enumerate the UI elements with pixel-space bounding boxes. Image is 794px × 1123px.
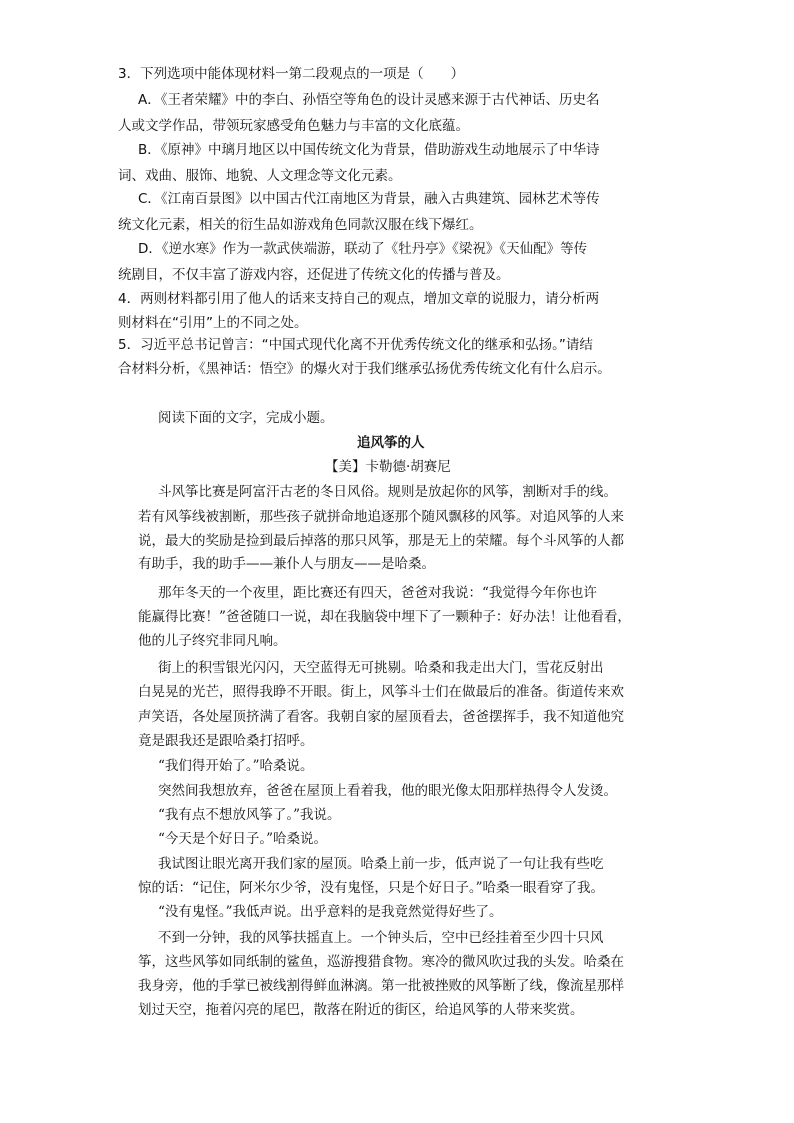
story-line: 若有风筝线被割断，那些孩子就拼命地追逐那个随风飘移的风筝。对追风筝的人来 [138, 509, 624, 525]
story-line: “今天是个好日子。”哈桑说。 [158, 831, 328, 847]
option-c-line-1: C．《江南百景图》以中国古代江南地区为背景，融入古典建筑、园林艺术等传 [138, 191, 600, 207]
option-d-line-1: D．《逆水寒》作为一款武侠端游，联动了《牡丹亭》《梁祝》《天仙配》等传 [138, 241, 588, 257]
story-line: 我试图让眼光离开我们家的屋顶。哈桑上前一步，低声说了一句让我有些吃 [158, 856, 604, 872]
story-line: 不到一分钟，我的风筝扶摇直上。一个钟头后，空中已经挂着至少四十只风 [158, 930, 604, 946]
story-line: “我们得开始了。”哈桑说。 [158, 758, 314, 774]
story-line: “没有鬼怪。”我低声说。出乎意料的是我竟然觉得好些了。 [158, 904, 503, 920]
question-4-line-1: 4．两则材料都引用了他人的话来支持自己的观点，增加文章的说服力，请分析两 [118, 291, 600, 307]
story-line: 突然间我想放弃，爸爸在屋顶上看着我，他的眼光像太阳那样热得令人发烫。 [158, 783, 617, 799]
question-3: 3．下列选项中能体现材料一第二段观点的一项是（ ） [118, 66, 465, 82]
story-line: 说，最大的奖励是捡到最后掉落的那只风筝，那是无上的荣耀。每个斗风筝的人都 [138, 533, 624, 549]
story-line: 我身旁，他的手掌已被线割得鲜血淋漓。第一批被挫败的风筝断了线，像流星那样 [138, 978, 624, 994]
story-line: 他的儿子终究非同凡响。 [138, 633, 287, 649]
story-line: 有助手，我的助手——兼仆人与朋友——是哈桑。 [138, 556, 435, 572]
story-line: 白晃晃的光芒，照得我睁不开眼。街上，风筝斗士们在做最后的准备。街道传来欢 [138, 684, 624, 700]
story-line: 那年冬天的一个夜里，距比赛还有四天，爸爸对我说：“我觉得今年你也许 [158, 585, 597, 601]
question-4-line-2: 则材料在“引用”上的不同之处。 [118, 315, 308, 331]
story-line: 划过天空，拖着闪亮的尾巴，散落在附近的街区，给追风筝的人带来奖赏。 [138, 1002, 584, 1018]
story-line: 能赢得比赛！”爸爸随口一说，却在我脑袋中埋下了一颗种子：好办法！让他看看， [138, 609, 631, 625]
question-5-line-2: 合材料分析，《黑神话：悟空》的爆火对于我们继承弘扬优秀传统文化有什么启示。 [118, 361, 611, 377]
story-line: 筝，这些风筝如同纸制的鲨鱼，巡游搜猎食物。寒冷的微风吹过我的头发。哈桑在 [138, 954, 624, 970]
option-b-line-1: B．《原神》中璃月地区以中国传统文化为背景，借助游戏生动地展示了中华诗 [138, 142, 600, 158]
option-c-line-2: 统文化元素，相关的衍生品如游戏角色同款汉服在线下爆红。 [118, 217, 483, 233]
question-5-line-1: 5．习近平总书记曾言：“中国式现代化离不开优秀传统文化的继承和弘扬。”请结 [118, 337, 593, 353]
option-b-line-2: 词、戏曲、服饰、地貌、人文理念等文化元素。 [118, 168, 402, 184]
reading-instruction: 阅读下面的文字，完成小题。 [158, 410, 334, 426]
option-a-line-1: A．《王者荣耀》中的李白、孙悟空等角色的设计灵感来源于古代神话、历史名 [138, 92, 600, 108]
story-line: 斗风筝比赛是阿富汗古老的冬日风俗。规则是放起你的风筝，割断对手的线。 [158, 484, 617, 500]
story-line: “我有点不想放风筝了。”我说。 [158, 807, 341, 823]
story-author: 【美】卡勒德·胡赛尼 [325, 459, 451, 475]
story-line: 声笑语，各处屋顶挤满了看客。我朝自家的屋顶看去，爸爸摆挥手，我不知道他究 [138, 709, 624, 725]
option-a-line-2: 人或文学作品，带领玩家感受角色魅力与丰富的文化底蕴。 [118, 118, 469, 134]
story-line: 街上的积雪银光闪闪，天空蓝得无可挑剔。哈桑和我走出大门，雪花反射出 [158, 660, 604, 676]
story-line: 惊的话：“记住，阿米尔少爷，没有鬼怪，只是个好日子。”哈桑一眼看穿了我。 [138, 880, 605, 896]
story-title: 追风筝的人 [357, 435, 425, 451]
option-d-line-2: 统剧目，不仅丰富了游戏内容，还促进了传统文化的传播与普及。 [118, 267, 510, 283]
story-line: 竟是跟我还是跟哈桑打招呼。 [138, 733, 314, 749]
